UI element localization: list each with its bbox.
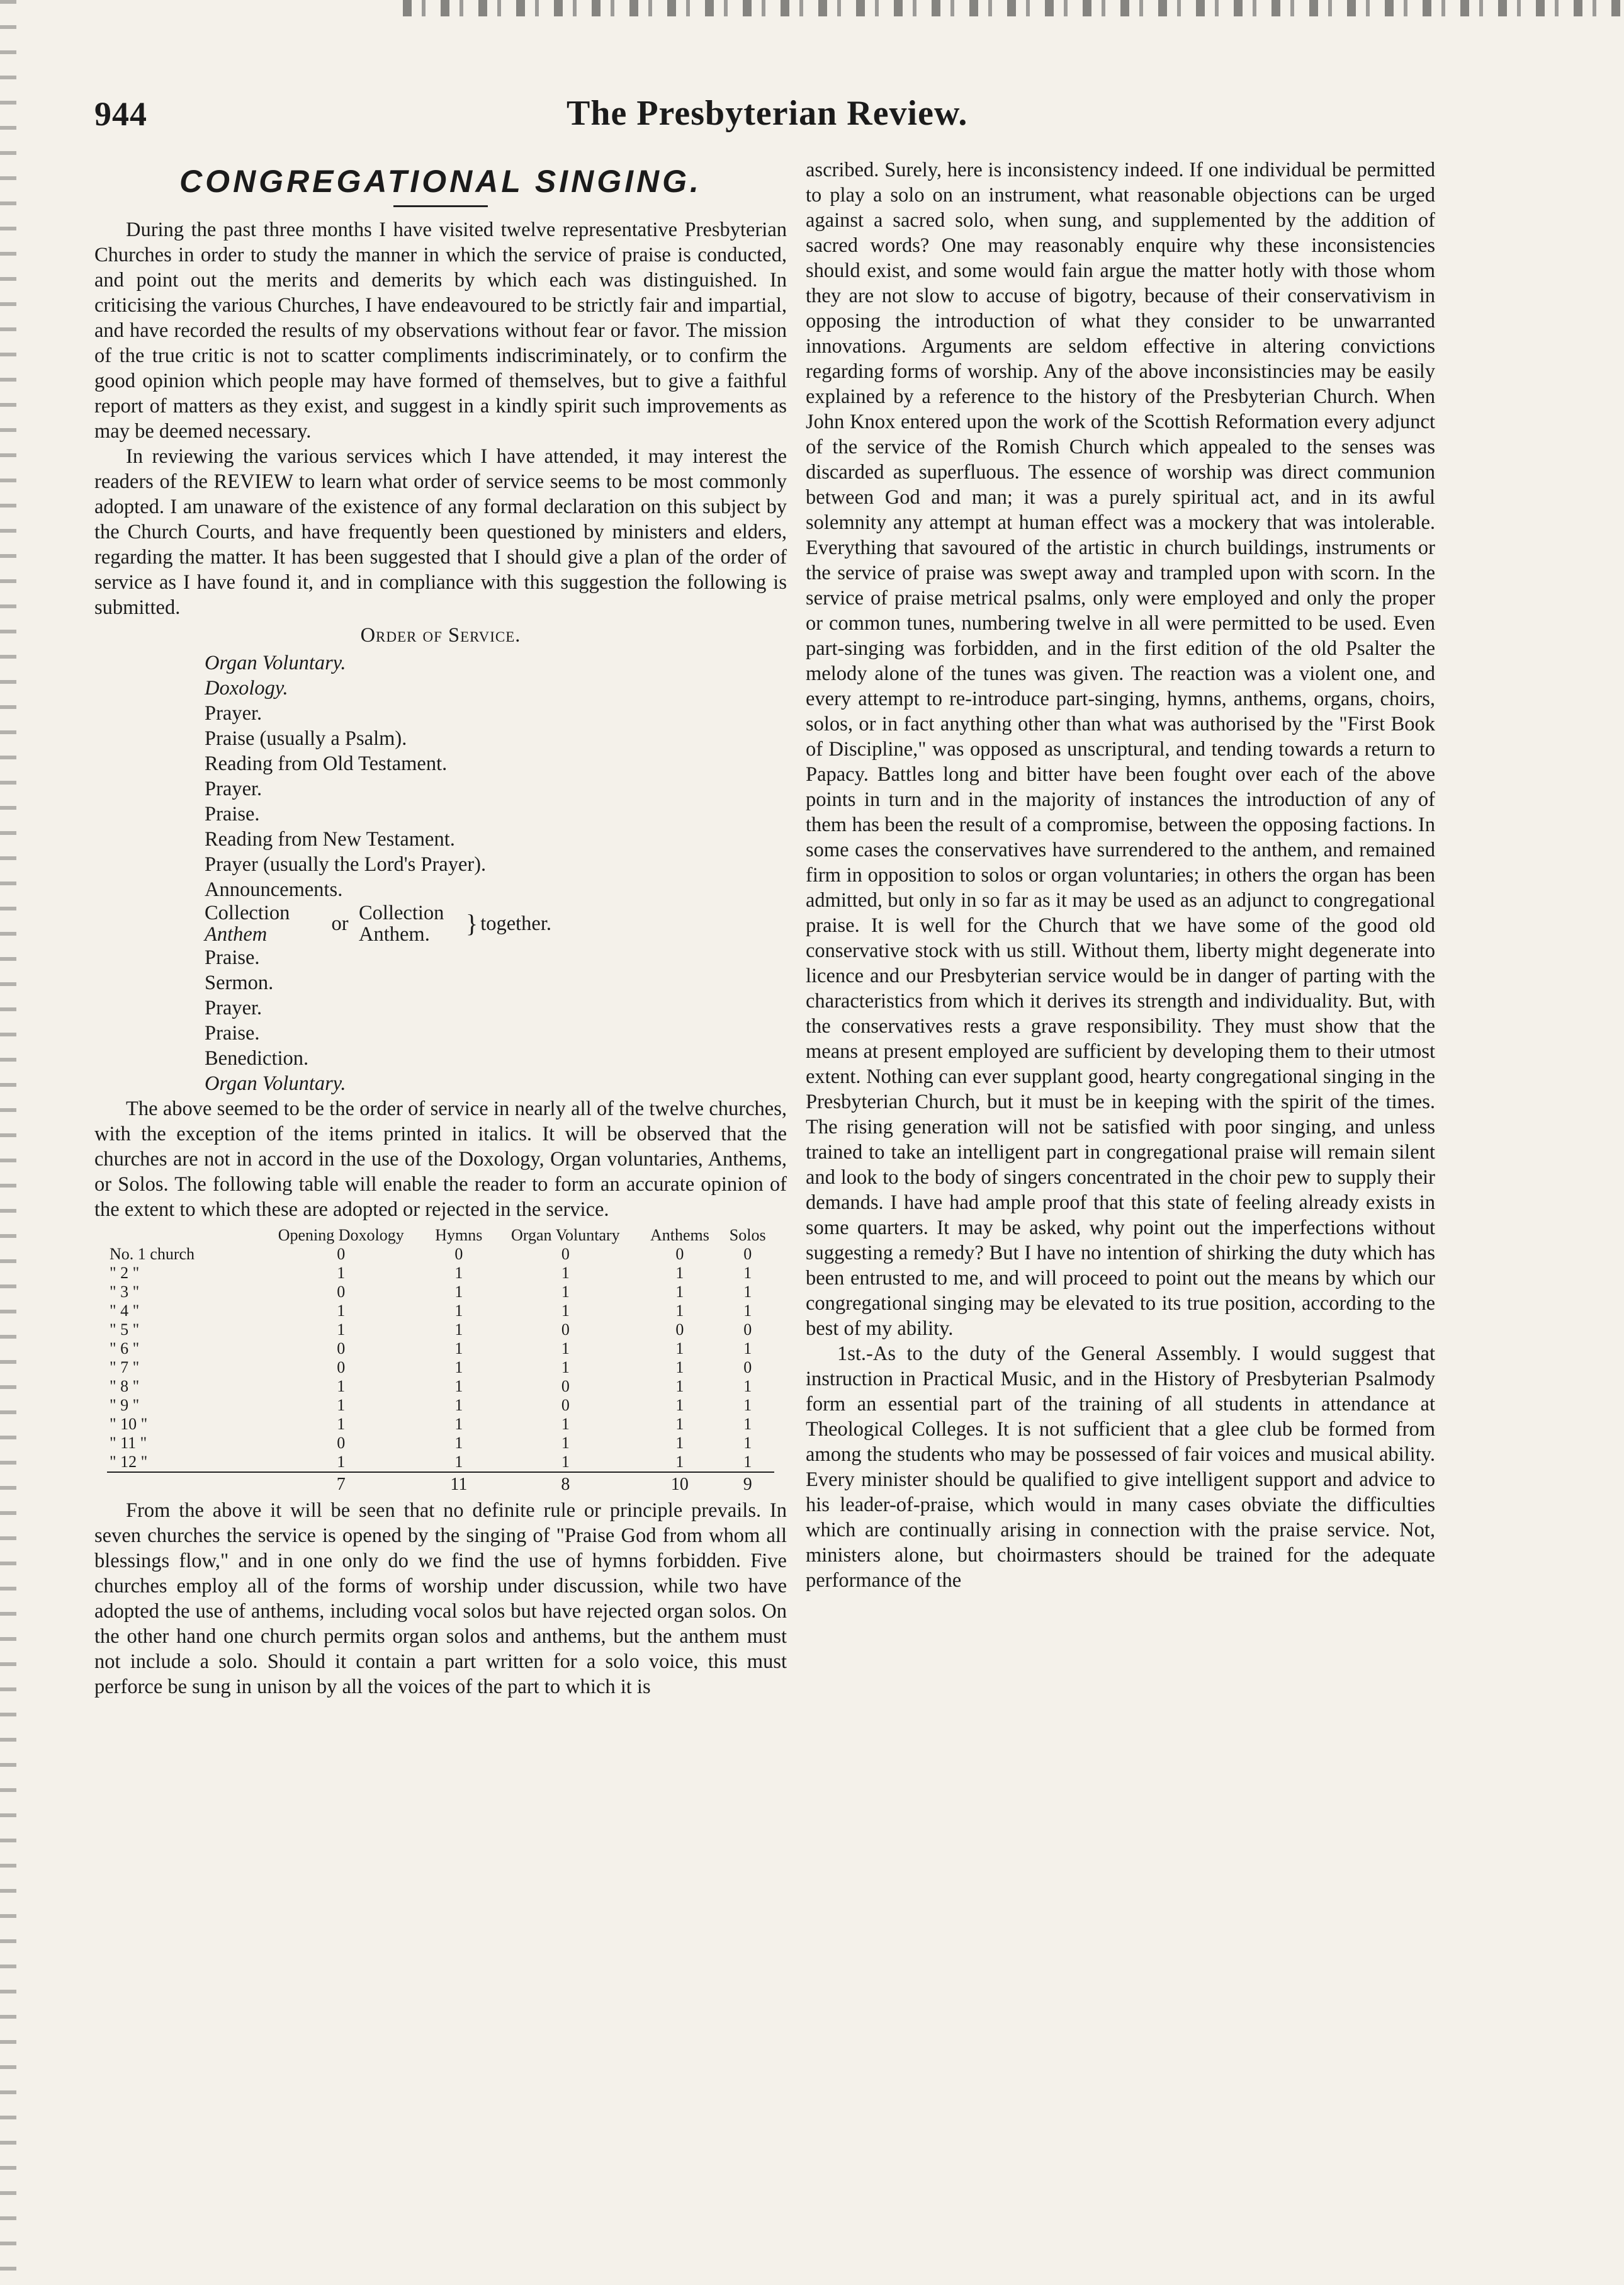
table-cell: 1: [454, 1415, 463, 1433]
table-cell: 1: [337, 1264, 346, 1282]
table-body: [107, 1245, 774, 1494]
table-cell: 0: [675, 1245, 684, 1263]
together-label: together.: [480, 912, 552, 935]
usage-table: [107, 1226, 774, 1494]
running-head: The Presbyterian Review.: [567, 94, 968, 133]
anthem-label: Anthem.: [359, 923, 430, 946]
table-cell: 0: [454, 1245, 463, 1263]
collection-label: Collection: [359, 902, 444, 924]
table-cell: 1: [454, 1264, 463, 1282]
table-cell: 0: [337, 1283, 346, 1301]
row-label: " 9 ": [110, 1396, 140, 1414]
total-cell: 11: [425, 1472, 492, 1494]
table-header: Hymns: [435, 1226, 483, 1244]
table-cell: 1: [743, 1396, 752, 1414]
list-item: Praise.: [205, 1022, 260, 1045]
list-item: Organ Voluntary.: [205, 1072, 346, 1095]
table-cell: 0: [743, 1320, 752, 1339]
row-label: " 7 ": [110, 1358, 140, 1376]
table-row: [107, 1434, 774, 1453]
table-row: [107, 1320, 774, 1339]
table-cell: 1: [561, 1434, 570, 1452]
table-cell: 1: [675, 1415, 684, 1433]
list-item: Organ Voluntary.: [205, 652, 346, 674]
page-number: 944: [94, 95, 147, 133]
row-label: " 10 ": [110, 1415, 148, 1433]
table-cell: 1: [454, 1434, 463, 1452]
table-cell: 1: [743, 1377, 752, 1395]
table-cell: 1: [337, 1301, 346, 1320]
table-cell: 1: [561, 1415, 570, 1433]
table-cell: 1: [675, 1377, 684, 1395]
order-of-service-list: [94, 650, 787, 1096]
table-cell: 1: [561, 1453, 570, 1471]
table-cell: 1: [561, 1358, 570, 1376]
table-cell: 1: [454, 1283, 463, 1301]
table-cell: 0: [561, 1396, 570, 1414]
table-cell: 1: [337, 1396, 346, 1414]
article-title: CONGREGATIONAL SINGING.: [179, 164, 702, 199]
table-cell: 1: [337, 1453, 346, 1471]
paragraph: 1st.-As to the duty of the General Assembly. I would suggest that instruction in Practical Music, and in the History of Presbyterian Psalmody form an essential part of the training of all students in attendance at Theological Colleges. It is not sufficient that a glee club be formed from among the students who may be possessed of fair voices and musical ability. Every minister should be qualified to give intelligent support and advice to his leader-of-praise, which would in many cases obviate the difficulties which are continually arising in connection with the praise service. Not, ministers alone, but choirmasters should be trained for the adequate performance of the: [806, 1342, 1435, 1592]
row-label: " 4 ": [110, 1301, 140, 1320]
list-item: Prayer.: [205, 997, 262, 1019]
table-cell: 1: [337, 1377, 346, 1395]
table-row: [107, 1453, 774, 1472]
table-cell: 1: [454, 1301, 463, 1320]
collection-anthem-item: [205, 902, 787, 945]
table-cell: 0: [743, 1358, 752, 1376]
title-rule: [393, 205, 488, 207]
binding-edge-artifact: [0, 0, 16, 2285]
table-cell: 1: [454, 1339, 463, 1358]
total-cell: 9: [721, 1472, 774, 1494]
table-cell: 1: [561, 1283, 570, 1301]
table-row: [107, 1301, 774, 1320]
table-cell: 0: [561, 1320, 570, 1339]
list-item: Benediction.: [205, 1047, 309, 1070]
table-row: [107, 1339, 774, 1358]
table-cell: 0: [561, 1245, 570, 1263]
table-cell: 1: [454, 1453, 463, 1471]
table-cell: 1: [561, 1339, 570, 1358]
list-item: Doxology.: [205, 677, 288, 700]
table-cell: 1: [675, 1396, 684, 1414]
brace: }: [466, 909, 478, 938]
table-header: Solos: [729, 1226, 766, 1244]
table-cell: 1: [675, 1434, 684, 1452]
table-header: Opening Doxology: [278, 1226, 404, 1244]
row-label: " 6 ": [110, 1339, 140, 1358]
list-item: Prayer.: [205, 702, 262, 725]
table-cell: 0: [337, 1358, 346, 1376]
table-cell: 0: [675, 1320, 684, 1339]
table-cell: 1: [454, 1377, 463, 1395]
list-item: Praise.: [205, 803, 260, 825]
table-cell: 1: [337, 1320, 346, 1339]
table-cell: 0: [337, 1339, 346, 1358]
table-cell: 1: [561, 1301, 570, 1320]
table-cell: 0: [337, 1434, 346, 1452]
table-cell: 1: [675, 1283, 684, 1301]
row-label: " 12 ": [110, 1453, 148, 1471]
or-label: or: [331, 912, 349, 935]
list-item: Reading from New Testament.: [205, 828, 455, 851]
table-cell: 1: [743, 1415, 752, 1433]
order-of-service-heading: Order of Service.: [360, 624, 521, 647]
totals-row: [107, 1472, 774, 1494]
list-item: Prayer (usually the Lord's Prayer).: [205, 853, 487, 876]
row-label: " 5 ": [110, 1320, 140, 1339]
table-header: Anthems: [650, 1226, 709, 1244]
table-cell: 1: [561, 1264, 570, 1282]
table-cell: 1: [675, 1339, 684, 1358]
table-cell: 1: [454, 1396, 463, 1414]
paragraph: ascribed. Surely, here is inconsistency indeed. If one individual be permitted to play a solo on an instrument, what reasonable objections can be urged against a sacred solo, when sung, and supplemented by the addition of sacred words? One may reasonably enquire why these inconsistencies should exist, and some would fain argue the matter hotly with those whom they are not slow to accuse of bigotry, because of their conservativism in opposing the introduction of what they consider to be unwarranted innovations. Arguments are seldom effective in altering convictions regarding forms of worship. Any of the above inconsistincies may be easily explained by a reference to the history of the Presbyterian Church. When John Knox entered upon the work of the Scottish Reformation every adjunct of the service of the Romish Church which appealed to the senses was discarded as superfluous. The essence of worship was direct communion between God and man; it was a purely spiritual act, and in its awful solemnity any attempt at human effect was a mockery that was intolerable. Everything that savoured of the artistic in church buildings, instruments or the service of praise was swept away and trampled upon with scorn. In the service of praise metrical psalms, only were employed and only the proper or common tunes, numbering twelve in all were permitted to be used. Even part-singing was forbidden, and in the first edition of the old Psalter the melody alone of the tunes was given. The reaction was a violent one, and every attempt to re-introduce part-singing, hymns, anthems, organs, choirs, solos, or in fact anything other than what was authorised by the "First Book of Discipline," was opposed as unscriptural, and tending towards a return to Papacy. Battles long and bitter have been fought over each of the above points in turn and in the majority of instances the introduction of any of them has been the result of a compromise, between the opposing factions. In some cases the conservatives have surrendered to the anthem, and remained firm in opposition to solos or organ voluntaries; in others the organ has been admitted, but only in so far as it may be used as an adjunct to congregational praise. It is well for the Church that we have some of the good old conservative stock with us still. Without them, liberty might degenerate into licence and our Presbyterian service would be in danger of parting with the characteristics from which it derives its strength and individuality. But, with the conservatives rests a grave responsibility. They must show that the means at present employed are sufficient by developing them to their utmost extent. Nothing can ever supplant good, hearty congregational singing in the Presbyterian Church, but it must be in keeping with the spirit of the times. The rising generation will not be satisfied with poor singing, and unless trained to take an intelligent part in congregational praise will remain silent and look to the body of singers concentrated in the choir pew to supply their demands. I have had ample proof that this state of feeling already exists in some quarters. It may be asked, why point out the imperfections without suggesting a remedy? But I have no intention of shirking the duty which has been entrusted to me, and will proceed to point out the means by which our congregational singing may be elevated to its true position, according to the best of my ability.: [806, 159, 1435, 1340]
table-cell: 1: [337, 1415, 346, 1433]
table-cell: 1: [743, 1301, 752, 1320]
table-row: [107, 1415, 774, 1434]
row-label: " 8 ": [110, 1377, 140, 1395]
table-row: [107, 1358, 774, 1377]
table-cell: 1: [675, 1301, 684, 1320]
table-cell: 1: [743, 1264, 752, 1282]
total-cell: 8: [492, 1472, 638, 1494]
list-item: Praise (usually a Psalm).: [205, 727, 407, 750]
left-column: [94, 157, 787, 1699]
paragraph: In reviewing the various services which I have attended, it may interest the readers of the REVIEW to learn what order of service seems to be most commonly adopted. I am unaware of the existence of any formal declaration on this subject by the Church Courts, and have frequently been questioned by ministers and elders, regarding the matter. It has been suggested that I should give a plan of the order of service as I have found it, and in compliance with this suggestion the following is submitted.: [94, 445, 787, 619]
table-cell: 1: [743, 1339, 752, 1358]
table-header: Organ Voluntary: [511, 1226, 620, 1244]
row-label: " 3 ": [110, 1283, 140, 1301]
table-row: [107, 1264, 774, 1283]
table-cell: 1: [675, 1358, 684, 1376]
table-row: [107, 1245, 774, 1264]
list-item: Prayer.: [205, 778, 262, 800]
scan-edge-artifact: [403, 0, 1624, 16]
table-cell: 0: [337, 1245, 346, 1263]
table-row: [107, 1377, 774, 1396]
anthem-label: Anthem: [205, 923, 268, 946]
table-cell: 0: [743, 1245, 752, 1263]
paragraph: During the past three months I have visited twelve representative Presbyterian Churches in order to study the manner in which the service of praise is conducted, and point out the merits and demerits by which each was distinguished. In criticising the various Churches, I have endeavoured to be strictly fair and impartial, and have recorded the results of my observations without fear or favor. The mission of the true critic is not to scatter compliments indiscriminately, or to confirm the good opinion which people may have formed of themselves, but to give a faithful report of matters as they exist, and suggest in a kindly spirit such improvements as may be deemed necessary.: [94, 218, 787, 443]
table-row: [107, 1396, 774, 1415]
table-cell: 1: [743, 1453, 752, 1471]
table-cell: 1: [675, 1264, 684, 1282]
right-column: [806, 157, 1435, 1593]
row-label: No. 1 church: [110, 1245, 195, 1263]
table-row: [107, 1283, 774, 1301]
table-cell: 1: [743, 1434, 752, 1452]
list-item: Praise.: [205, 946, 260, 969]
paragraph: From the above it will be seen that no definite rule or principle prevails. In seven churches the service is opened by the singing of "Praise God from whom all blessings flow," and in one only do we find the use of hymns forbidden. Five churches employ all of the forms of worship under discussion, while two have adopted the use of anthems, including vocal solos but have rejected organ solos. On the other hand one church permits organ solos and anthems, but the anthem must not include a solo. Should it contain a part written for a solo voice, this must perforce be sung in unison by all the voices of the part to which it is: [94, 1499, 787, 1698]
row-label: " 2 ": [110, 1264, 140, 1282]
table-cell: 0: [561, 1377, 570, 1395]
row-label: " 11 ": [110, 1434, 147, 1452]
list-item: Announcements.: [205, 878, 343, 901]
table-cell: 1: [743, 1283, 752, 1301]
table-cell: 1: [454, 1358, 463, 1376]
total-cell: 7: [257, 1472, 425, 1494]
table-cell: 1: [675, 1453, 684, 1471]
collection-label: Collection: [205, 902, 290, 924]
total-cell: 10: [638, 1472, 721, 1494]
paragraph: The above seemed to be the order of service in nearly all of the twelve churches, with the exception of the items printed in italics. It will be observed that the churches are not in accord in the use of the Doxology, Organ voluntaries, Anthems, or Solos. The following table will enable the reader to form an accurate opinion of the extent to which these are adopted or rejected in the service.: [94, 1097, 787, 1221]
table-cell: 1: [454, 1320, 463, 1339]
list-item: Reading from Old Testament.: [205, 752, 448, 775]
list-item: Sermon.: [205, 972, 274, 994]
